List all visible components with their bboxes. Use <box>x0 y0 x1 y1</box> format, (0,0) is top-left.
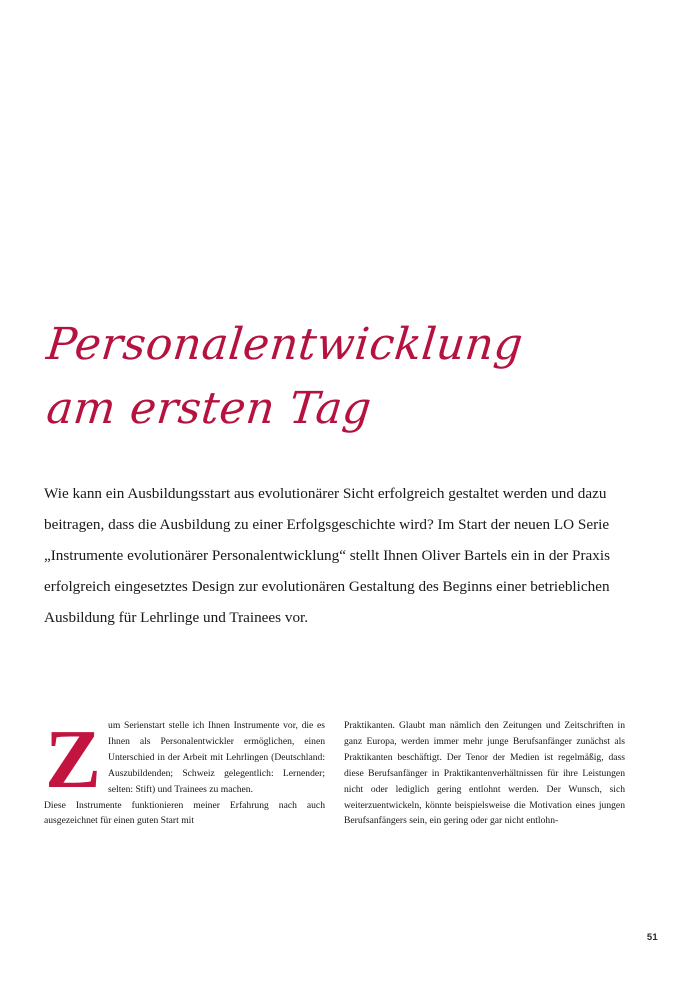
article-title-line-1: Personalentwicklung <box>44 319 526 370</box>
article-lead-paragraph: Wie kann ein Ausbildungsstart aus evolutionärer Sicht erfolgreich gestaltet werden und dazu beitragen, dass die Ausbildung zu einer Erfolgsgeschichte wird? Im Start der neuen LO Serie „Instrumente evolutionärer Personalentwicklung“ stellt Ihnen Oliver Bartels ein in der Praxis erfolgreich eingesetztes Design zur evolutionären Gestaltung des Beginns einer betrieblichen Ausbildung für Lehrlinge und Trainees vor. <box>44 485 610 626</box>
body-column-left <box>44 713 325 898</box>
page-number: 51 <box>646 932 658 943</box>
body-paragraph: um Serienstart stelle ich Ihnen Instrumente vor, die es Ihnen als Personalentwickler ermöglichen, einen Unterschied in der Arbeit mit Lehrlingen (Deutschland: Auszubildenden; Schweiz gelegentlich: Lernender; selten: Stift) und Trainees zu machen. <box>108 720 325 795</box>
article-body-columns <box>44 713 660 898</box>
article-title-line-2: am ersten Tag <box>44 383 375 434</box>
body-paragraph: Praktikanten. Glaubt man nämlich den Zeitungen und Zeitschriften in ganz Europa, werden immer mehr junge Berufsanfänger zunächst als Praktikanten beschäftigt. Der Tenor der Medien ist regelmäßig, dass diese Berufsanfänger in Praktikantenverhältnissen für ihre Leistungen nicht oder lediglich gering entlohnt werden. Der Wunsch, sich weiterzuentwickeln, könnte beispielsweise die Motivation eines jungen Berufsanfängers sein, ein gering oder gar nicht entlohn- <box>344 720 625 827</box>
body-column-right <box>344 718 625 898</box>
article-title <box>44 318 644 436</box>
body-paragraph: Diese Instrumente funktionieren meiner Erfahrung nach auch ausgezeichnet für einen guten Start mit <box>44 799 325 827</box>
drop-cap: Z <box>45 713 102 806</box>
